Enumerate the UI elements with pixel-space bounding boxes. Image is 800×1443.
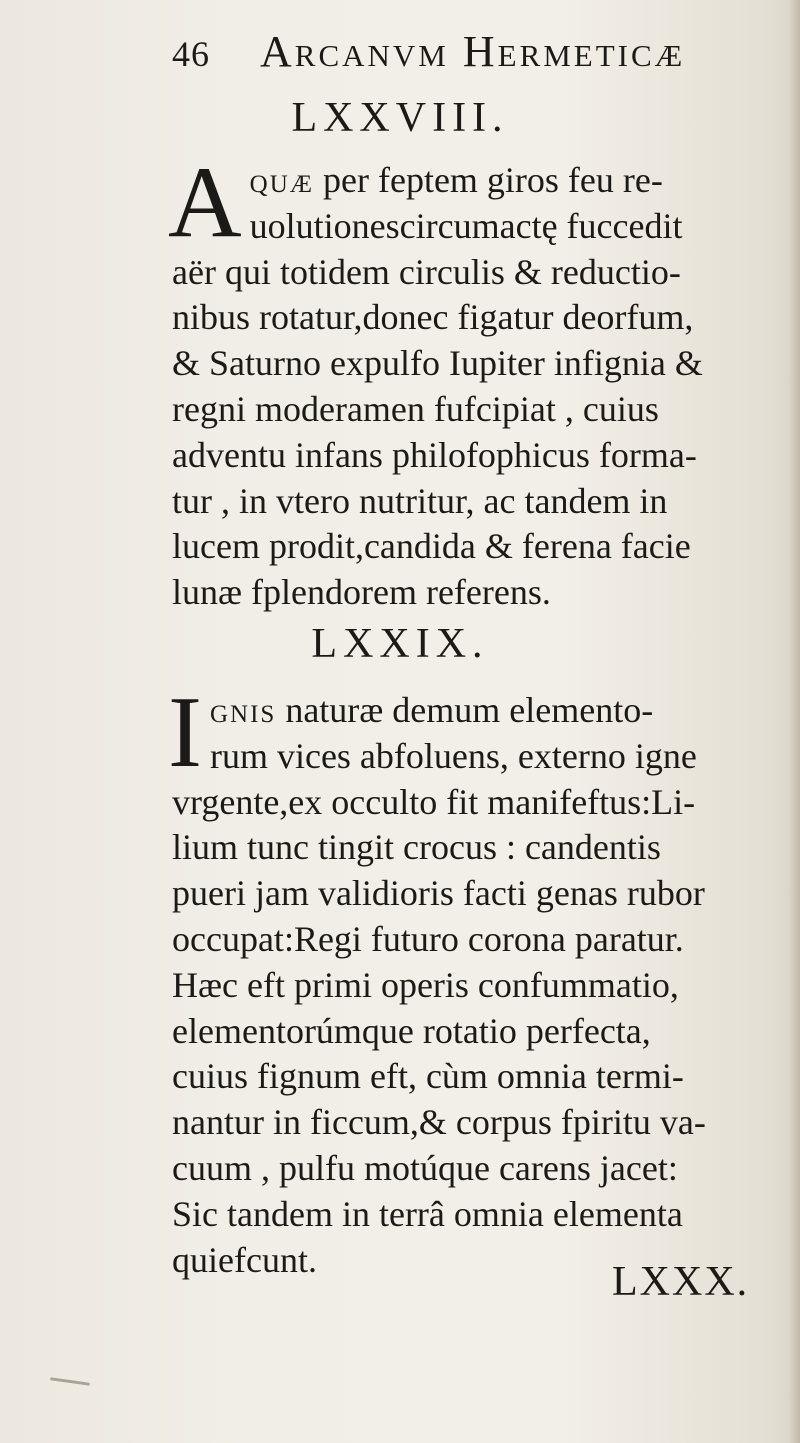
drop-cap: A — [168, 146, 242, 259]
paragraph-lxxix — [168, 676, 772, 1283]
text-line: pueri jam validioris facti genas rubor — [172, 873, 705, 914]
text-line: lunæ fplendorem referens. — [172, 572, 551, 613]
text-line: tur , in vtero nutritur, ac tandem in — [172, 480, 668, 521]
text-line: quiefcunt. — [172, 1239, 317, 1280]
text-line: & Saturno expulfo Iupiter infignia & — [172, 343, 703, 384]
first-word-smallcaps: gnis — [209, 690, 277, 730]
page-number: 46 — [172, 34, 210, 74]
running-title: Arcanvm Hermeticæ — [260, 27, 686, 76]
text-line: Hæc eft primi operis confummatio, — [172, 964, 679, 1005]
first-word-smallcaps: quæ — [249, 160, 315, 200]
line-text: naturæ demum elemento- — [285, 690, 654, 730]
text-line: rum vices abfoluens, externo igne — [209, 735, 697, 776]
section-heading-lxxix: LXXIX. — [311, 621, 489, 667]
text-line: occupat:Regi futuro corona paratur. — [172, 918, 684, 959]
text-line: uolutionescircumactę fuccedit — [249, 205, 683, 246]
text-line: vrgente,ex occulto fit manifeftus:Li- — [172, 781, 696, 822]
text-line: regni moderamen fufcipiat , cuius — [172, 388, 659, 429]
text-line: cuius fignum eft, cùm omnia termi- — [172, 1056, 684, 1097]
text-line: cuum , pulfu motúque carens jacet: — [172, 1147, 678, 1188]
text-line: elementorúmque rotatio perfecta, — [172, 1010, 651, 1051]
text-line: adventu infans philofophicus forma- — [172, 434, 697, 475]
text-line — [172, 688, 772, 734]
line-text: per feptem giros feu re- — [323, 160, 663, 200]
paragraph-lxxviii — [168, 146, 772, 616]
page-edge-shadow — [788, 0, 800, 1443]
section-heading-lxxviii: LXXVIII. — [291, 95, 509, 141]
page-header — [172, 26, 772, 86]
catchword: LXXX. — [612, 1259, 750, 1305]
text-line: aër qui totidem circulis & reductio- — [172, 251, 681, 292]
text-line — [172, 158, 772, 204]
text-line: nantur in ficcum,& corpus fpiritu va- — [172, 1102, 706, 1143]
text-line: nibus rotatur,donec figatur deorfum, — [172, 297, 694, 338]
text-line: Sic tandem in terrâ omnia elementa — [172, 1193, 683, 1234]
text-line: lium tunc tingit crocus : candentis — [172, 827, 661, 868]
text-line: lucem prodit,candida & ferena facie — [172, 526, 691, 567]
drop-cap: I — [168, 676, 202, 789]
